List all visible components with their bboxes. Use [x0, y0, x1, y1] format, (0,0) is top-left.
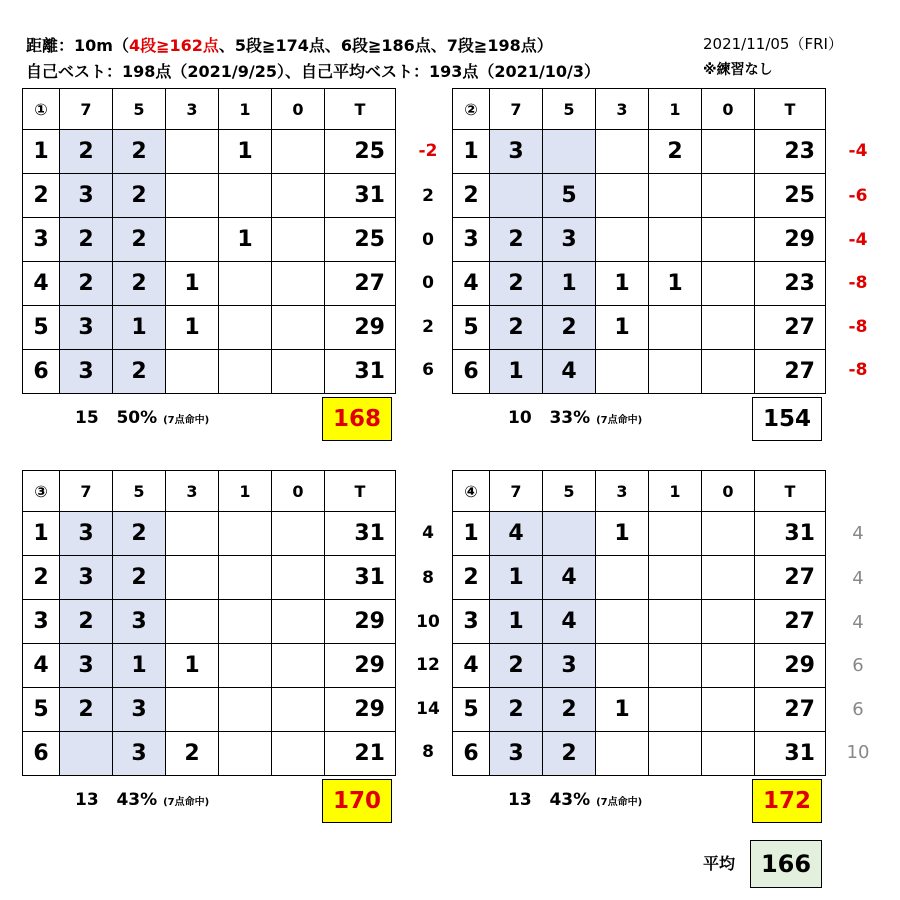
round-4-cumulative: 6 [852, 655, 864, 676]
table-row [453, 350, 826, 394]
cell-7 [60, 732, 113, 776]
end-number: 6 [23, 732, 60, 776]
col-0: 0 [272, 471, 325, 512]
hit-note: (7点命中) [163, 797, 210, 808]
average-value: 166 [750, 840, 822, 888]
cell-1 [219, 262, 272, 306]
cell-7: 3 [60, 306, 113, 350]
round-1-diff: 2 [422, 186, 434, 206]
hit-percent: 33% [549, 408, 591, 428]
cell-0 [702, 218, 755, 262]
round-3-stats [75, 790, 209, 810]
round-2-total: 154 [752, 397, 822, 441]
cell-5 [543, 512, 596, 556]
end-number: 5 [453, 688, 490, 732]
cell-total: 27 [755, 600, 826, 644]
hit-percent: 43% [116, 790, 158, 810]
cell-5: 3 [543, 218, 596, 262]
cell-total: 31 [325, 174, 396, 218]
cell-3 [166, 130, 219, 174]
cell-0 [702, 130, 755, 174]
end-number: 3 [23, 600, 60, 644]
cell-total: 27 [325, 262, 396, 306]
table-row [23, 600, 396, 644]
cell-5: 3 [113, 732, 166, 776]
cell-total: 25 [325, 130, 396, 174]
round-3-cumulative: 8 [422, 568, 434, 588]
cell-5: 3 [113, 600, 166, 644]
table-row [453, 262, 826, 306]
cell-3 [596, 600, 649, 644]
cell-7: 2 [60, 688, 113, 732]
cell-3 [596, 218, 649, 262]
cell-total: 27 [755, 688, 826, 732]
end-number: 1 [23, 130, 60, 174]
end-number: 4 [23, 644, 60, 688]
cell-1 [219, 644, 272, 688]
cell-7: 3 [490, 732, 543, 776]
col-total: T [325, 471, 396, 512]
table-row [453, 174, 826, 218]
table-row [453, 218, 826, 262]
cell-total: 29 [325, 600, 396, 644]
cell-0 [272, 512, 325, 556]
col-1: 1 [219, 89, 272, 130]
cell-0 [702, 556, 755, 600]
cell-5: 2 [113, 218, 166, 262]
table-row [453, 556, 826, 600]
end-number: 4 [453, 644, 490, 688]
cell-5: 2 [113, 174, 166, 218]
cell-1 [649, 688, 702, 732]
end-number: 4 [453, 262, 490, 306]
cell-7: 3 [60, 174, 113, 218]
cell-0 [702, 600, 755, 644]
cell-0 [272, 600, 325, 644]
date-label: 2021/11/05（FRI） [703, 35, 843, 53]
cell-0 [702, 644, 755, 688]
cell-1 [649, 306, 702, 350]
cell-5 [543, 130, 596, 174]
table-row [23, 350, 396, 394]
end-number: 4 [23, 262, 60, 306]
distance-line [26, 33, 553, 56]
col-total: T [325, 89, 396, 130]
cell-0 [702, 306, 755, 350]
round-4-cumulative: 4 [852, 523, 864, 544]
round-2-diff: -8 [848, 317, 868, 337]
cell-0 [702, 262, 755, 306]
round-2-diff: -4 [848, 230, 868, 250]
header-row [23, 471, 396, 512]
cell-1 [219, 688, 272, 732]
cell-total: 31 [325, 350, 396, 394]
cell-5: 2 [113, 130, 166, 174]
cell-0 [272, 688, 325, 732]
cell-0 [272, 732, 325, 776]
cell-5: 2 [113, 512, 166, 556]
table-row [23, 644, 396, 688]
end-number: 1 [453, 130, 490, 174]
cell-7: 1 [490, 556, 543, 600]
table-row [23, 732, 396, 776]
round-4-cumulative: 10 [846, 742, 870, 763]
cell-5: 2 [113, 350, 166, 394]
end-number: 3 [453, 600, 490, 644]
hit-note: (7点命中) [596, 797, 643, 808]
round-3-cumulative: 12 [416, 655, 440, 675]
cell-total: 31 [325, 512, 396, 556]
table-row [23, 174, 396, 218]
cell-3 [596, 174, 649, 218]
end-number: 1 [23, 512, 60, 556]
table-row [23, 218, 396, 262]
cell-7: 3 [490, 130, 543, 174]
cell-0 [272, 556, 325, 600]
distance-prefix: 距離：10m（ [26, 36, 129, 55]
cell-7: 2 [490, 688, 543, 732]
cell-1: 1 [219, 130, 272, 174]
cell-3: 2 [166, 732, 219, 776]
col-5: 5 [543, 471, 596, 512]
cell-1 [649, 218, 702, 262]
round-1-diff: -2 [418, 141, 438, 161]
col-5: 5 [113, 471, 166, 512]
cell-7: 2 [60, 218, 113, 262]
cell-7: 2 [490, 306, 543, 350]
round-4-cumulative: 4 [852, 568, 864, 589]
round-1-diff: 0 [422, 273, 434, 293]
rank4-threshold: 4段≧162点 [128, 36, 219, 55]
hit-count: 15 [75, 408, 99, 428]
cell-7: 2 [60, 262, 113, 306]
end-number: 2 [23, 174, 60, 218]
cell-5: 4 [543, 600, 596, 644]
cell-3 [596, 350, 649, 394]
cell-0 [702, 512, 755, 556]
cell-1 [649, 600, 702, 644]
round-3-table [22, 470, 396, 776]
end-number: 2 [23, 556, 60, 600]
header-row [453, 89, 826, 130]
cell-3 [596, 644, 649, 688]
cell-total: 31 [755, 512, 826, 556]
round-2-stats [508, 408, 642, 428]
col-total: T [755, 89, 826, 130]
col-1: 1 [649, 471, 702, 512]
col-3: 3 [596, 471, 649, 512]
round-3-total: 170 [322, 779, 392, 823]
cell-3 [166, 600, 219, 644]
header-row [453, 471, 826, 512]
cell-total: 31 [325, 556, 396, 600]
table-row [23, 262, 396, 306]
cell-0 [272, 218, 325, 262]
hit-count: 10 [508, 408, 532, 428]
hit-percent: 43% [549, 790, 591, 810]
col-7: 7 [60, 89, 113, 130]
average-label: 平均 [703, 854, 736, 873]
round-label: ② [453, 89, 490, 130]
col-3: 3 [596, 89, 649, 130]
round-1-stats [75, 408, 209, 428]
table-row [453, 644, 826, 688]
round-2-diff: -6 [848, 186, 868, 206]
cell-7: 3 [60, 512, 113, 556]
round-1-diff: 0 [422, 230, 434, 250]
cell-7 [490, 174, 543, 218]
cell-total: 23 [755, 130, 826, 174]
col-0: 0 [272, 89, 325, 130]
col-0: 0 [702, 89, 755, 130]
cell-1 [219, 350, 272, 394]
cell-5: 2 [543, 732, 596, 776]
cell-0 [702, 732, 755, 776]
hit-count: 13 [75, 790, 99, 810]
practice-note: ※練習なし [703, 62, 773, 78]
col-total: T [755, 471, 826, 512]
cell-3 [596, 556, 649, 600]
end-number: 2 [453, 556, 490, 600]
cell-3 [166, 688, 219, 732]
cell-1: 2 [649, 130, 702, 174]
col-3: 3 [166, 471, 219, 512]
personal-best-line: 自己ベスト：198点（2021/9/25）、自己平均ベスト：193点（2021/10/3） [26, 62, 601, 81]
cell-total: 21 [325, 732, 396, 776]
cell-5: 5 [543, 174, 596, 218]
cell-5: 2 [113, 262, 166, 306]
cell-1 [649, 512, 702, 556]
cell-total: 31 [755, 732, 826, 776]
round-3-cumulative: 10 [416, 612, 440, 632]
cell-total: 27 [755, 350, 826, 394]
table-row [23, 306, 396, 350]
cell-3 [166, 556, 219, 600]
table-row [453, 306, 826, 350]
cell-7: 2 [60, 130, 113, 174]
cell-0 [272, 262, 325, 306]
cell-7: 4 [490, 512, 543, 556]
cell-0 [272, 350, 325, 394]
cell-0 [702, 174, 755, 218]
end-number: 3 [23, 218, 60, 262]
round-4-cumulative: 6 [852, 699, 864, 720]
table-row [23, 130, 396, 174]
cell-0 [702, 688, 755, 732]
round-label: ③ [23, 471, 60, 512]
col-1: 1 [649, 89, 702, 130]
round-2-table [452, 88, 826, 394]
cell-1 [219, 306, 272, 350]
cell-1 [219, 174, 272, 218]
hit-percent: 50% [116, 408, 158, 428]
cell-3 [596, 732, 649, 776]
cell-5: 1 [113, 644, 166, 688]
round-3-cumulative: 14 [416, 699, 440, 719]
cell-1 [219, 512, 272, 556]
cell-total: 29 [325, 644, 396, 688]
cell-1 [649, 644, 702, 688]
cell-5: 2 [113, 556, 166, 600]
cell-7: 1 [490, 350, 543, 394]
cell-7: 3 [60, 556, 113, 600]
table-row [453, 130, 826, 174]
table-row [453, 600, 826, 644]
table-row [23, 688, 396, 732]
round-4-table [452, 470, 826, 776]
cell-3 [166, 350, 219, 394]
col-5: 5 [113, 89, 166, 130]
table-row [23, 556, 396, 600]
cell-total: 27 [755, 306, 826, 350]
end-number: 6 [23, 350, 60, 394]
cell-3: 1 [166, 262, 219, 306]
end-number: 5 [23, 688, 60, 732]
cell-1: 1 [219, 218, 272, 262]
cell-1: 1 [649, 262, 702, 306]
round-1-diff: 2 [422, 317, 434, 337]
round-2-diff: -8 [848, 273, 868, 293]
col-5: 5 [543, 89, 596, 130]
end-number: 6 [453, 350, 490, 394]
cell-1 [649, 556, 702, 600]
end-number: 5 [453, 306, 490, 350]
cell-5: 3 [113, 688, 166, 732]
cell-3: 1 [596, 688, 649, 732]
round-3-cumulative: 8 [422, 742, 434, 762]
cell-1 [219, 600, 272, 644]
cell-1 [219, 732, 272, 776]
round-4-stats [508, 790, 642, 810]
end-number: 6 [453, 732, 490, 776]
table-row [23, 512, 396, 556]
cell-3: 1 [596, 262, 649, 306]
hit-note: (7点命中) [596, 415, 643, 426]
cell-total: 25 [755, 174, 826, 218]
col-0: 0 [702, 471, 755, 512]
end-number: 5 [23, 306, 60, 350]
cell-3 [166, 218, 219, 262]
cell-total: 29 [325, 306, 396, 350]
table-row [453, 732, 826, 776]
col-7: 7 [60, 471, 113, 512]
cell-7: 1 [490, 600, 543, 644]
cell-0 [272, 306, 325, 350]
cell-5: 4 [543, 556, 596, 600]
end-number: 2 [453, 174, 490, 218]
table-row [453, 512, 826, 556]
round-1-diff: 6 [422, 360, 434, 380]
round-label: ④ [453, 471, 490, 512]
cell-3: 1 [166, 644, 219, 688]
rank-thresholds: 、5段≧174点、6段≧186点、7段≧198点） [218, 36, 553, 55]
cell-3 [166, 512, 219, 556]
round-3-cumulative: 4 [422, 523, 434, 543]
round-2-diff: -8 [848, 360, 868, 380]
cell-3: 1 [166, 306, 219, 350]
cell-5: 4 [543, 350, 596, 394]
cell-7: 2 [60, 600, 113, 644]
cell-0 [272, 644, 325, 688]
cell-1 [649, 350, 702, 394]
cell-0 [702, 350, 755, 394]
cell-0 [272, 130, 325, 174]
table-row [453, 688, 826, 732]
round-1-total: 168 [322, 397, 392, 441]
cell-0 [272, 174, 325, 218]
col-1: 1 [219, 471, 272, 512]
cell-5: 3 [543, 644, 596, 688]
hit-note: (7点命中) [163, 415, 210, 426]
cell-1 [649, 732, 702, 776]
cell-3 [166, 174, 219, 218]
col-3: 3 [166, 89, 219, 130]
cell-1 [219, 556, 272, 600]
cell-1 [649, 174, 702, 218]
round-4-total: 172 [752, 779, 822, 823]
cell-7: 2 [490, 218, 543, 262]
header-row [23, 89, 396, 130]
cell-5: 2 [543, 688, 596, 732]
cell-7: 3 [60, 644, 113, 688]
round-4-cumulative: 4 [852, 612, 864, 633]
col-7: 7 [490, 89, 543, 130]
round-1-table [22, 88, 396, 394]
cell-5: 1 [543, 262, 596, 306]
cell-total: 25 [325, 218, 396, 262]
cell-7: 2 [490, 644, 543, 688]
round-label: ① [23, 89, 60, 130]
round-2-diff: -4 [848, 141, 868, 161]
cell-total: 23 [755, 262, 826, 306]
cell-7: 3 [60, 350, 113, 394]
cell-7: 2 [490, 262, 543, 306]
cell-5: 2 [543, 306, 596, 350]
cell-3: 1 [596, 306, 649, 350]
cell-total: 29 [755, 218, 826, 262]
cell-total: 29 [755, 644, 826, 688]
cell-3 [596, 130, 649, 174]
hit-count: 13 [508, 790, 532, 810]
cell-5: 1 [113, 306, 166, 350]
cell-total: 29 [325, 688, 396, 732]
end-number: 3 [453, 218, 490, 262]
cell-3: 1 [596, 512, 649, 556]
col-7: 7 [490, 471, 543, 512]
end-number: 1 [453, 512, 490, 556]
cell-total: 27 [755, 556, 826, 600]
